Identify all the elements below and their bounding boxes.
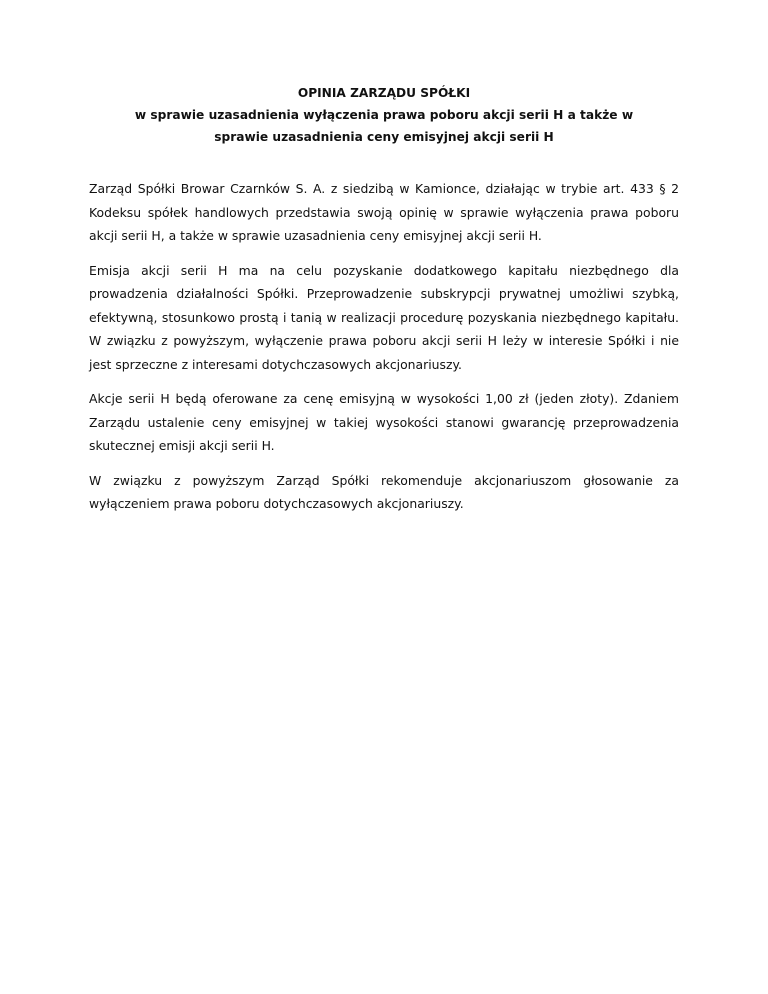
document-title: OPINIA ZARZĄDU SPÓŁKI xyxy=(297,86,471,100)
document-header xyxy=(90,82,678,148)
paragraph-issue-price: Akcje serii H będą oferowane za cenę emisyjną w wysokości 1,00 zł (jeden złoty). Zdaniem Zarządu ustalenie ceny emisyjnej w takiej wysokości stanowi gwarancję przeprowadzenia skutecznej emisji akcji serii H. xyxy=(89,391,679,453)
document-subtitle-line-1: w sprawie uzasadnienia wyłączenia prawa poboru akcji serii H a także w xyxy=(134,108,634,122)
document-subtitle-line-2: sprawie uzasadnienia ceny emisyjnej akcji serii H xyxy=(214,130,554,144)
document-body xyxy=(89,177,679,527)
paragraph-issue-purpose: Emisja akcji serii H ma na celu pozyskanie dodatkowego kapitału niezbędnego dla prowadzenia działalności Spółki. Przeprowadzenie subskrypcji prywatnej umożliwi szybką, efektywną, stosunkowo prostą i tanią w realizacji procedurę pozyskania niezbędnego kapitału. W związku z powyższym, wyłączenie prawa poboru akcji serii H leży w interesie Spółki i nie jest sprzeczne z interesami dotychczasowych akcjonariuszy. xyxy=(89,262,679,372)
paragraph-recommendation: W związku z powyższym Zarząd Spółki rekomenduje akcjonariuszom głosowanie za wyłączeniem prawa poboru dotychczasowych akcjonariuszy. xyxy=(89,472,679,511)
paragraph-legal-basis: Zarząd Spółki Browar Czarnków S. A. z siedzibą w Kamionce, działając w trybie art. 433 § 2 Kodeksu spółek handlowych przedstawia swoją opinię w sprawie wyłączenia prawa poboru akcji serii H, a także w sprawie uzasadnienia ceny emisyjnej akcji serii H. xyxy=(89,181,679,243)
